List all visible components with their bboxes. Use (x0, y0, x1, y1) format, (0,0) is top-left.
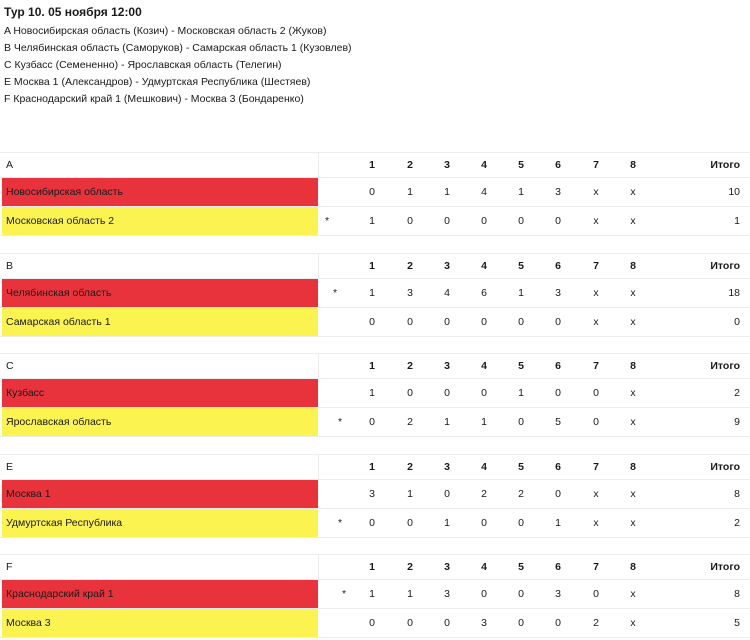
score-cell: x (593, 287, 599, 299)
score-cell: 1 (444, 416, 450, 428)
score-cell: 1 (407, 186, 413, 198)
score-cell: x (593, 316, 599, 328)
score-cell: 0 (444, 316, 450, 328)
score-cell: 0 (369, 416, 375, 428)
group-label: B (6, 260, 14, 272)
group-table (0, 554, 750, 634)
round-header: 2 (407, 260, 413, 272)
score-cell: 1 (369, 588, 375, 600)
team-name: Краснодарский край 1 (2, 580, 318, 608)
total-header: Итого (710, 159, 740, 171)
score-cell: 0 (481, 387, 487, 399)
score-cell: 0 (518, 517, 524, 529)
group-table (0, 454, 750, 534)
round-header: 3 (444, 260, 450, 272)
tour-header (4, 4, 744, 108)
score-cell: x (630, 387, 636, 399)
score-cell: 1 (369, 287, 375, 299)
team-row (0, 408, 750, 437)
round-header: 2 (407, 461, 413, 473)
score-cell: 1 (407, 488, 413, 500)
round-header: 7 (593, 260, 599, 272)
score-cell: 4 (481, 186, 487, 198)
score-cell: 3 (481, 617, 487, 629)
team-name: Москва 1 (2, 480, 318, 508)
pairing-line: F Краснодарский край 1 (Мешкович) - Москва 3 (Бондаренко) (4, 93, 304, 105)
score-cell: 0 (518, 215, 524, 227)
total-cell: 2 (734, 517, 740, 529)
score-cell: 1 (518, 186, 524, 198)
first-move-marker: * (337, 416, 343, 428)
score-cell: 0 (407, 517, 413, 529)
score-cell: 0 (518, 316, 524, 328)
round-header: 5 (518, 461, 524, 473)
score-cell: 0 (481, 215, 487, 227)
score-cell: x (593, 186, 599, 198)
round-header: 8 (630, 360, 636, 372)
pairing-line: C Кузбасс (Семененно) - Ярославская область (Телегин) (4, 59, 282, 71)
score-cell: 3 (555, 588, 561, 600)
score-cell: x (593, 215, 599, 227)
first-move-marker (321, 178, 333, 206)
team-row (0, 580, 750, 609)
first-move-marker: * (324, 215, 330, 227)
score-cell: 0 (444, 488, 450, 500)
round-header: 3 (444, 461, 450, 473)
round-header: 5 (518, 360, 524, 372)
team-name: Москва 3 (2, 609, 318, 637)
pairing-line: E Москва 1 (Александров) - Удмуртская Республика (Шестяев) (4, 76, 311, 88)
score-cell: 1 (481, 416, 487, 428)
score-cell: x (630, 316, 636, 328)
group-header-row (0, 554, 750, 580)
group-label: E (6, 461, 14, 473)
group-header-row (0, 253, 750, 279)
score-cell: 4 (444, 287, 450, 299)
round-header: 4 (481, 260, 487, 272)
score-cell: 0 (369, 186, 375, 198)
total-cell: 2 (734, 387, 740, 399)
score-cell: 1 (407, 588, 413, 600)
group-header-row (0, 353, 750, 379)
group-label: A (6, 159, 14, 171)
score-cell: 0 (444, 617, 450, 629)
score-cell: x (630, 416, 636, 428)
score-cell: 1 (369, 215, 375, 227)
score-cell: 0 (518, 617, 524, 629)
group-label: C (6, 360, 14, 372)
score-cell: x (630, 186, 636, 198)
total-cell: 1 (734, 215, 740, 227)
score-cell: 2 (407, 416, 413, 428)
round-header: 6 (555, 561, 561, 573)
round-header: 4 (481, 360, 487, 372)
score-cell: 0 (555, 316, 561, 328)
tour-title: Тур 10. 05 ноября 12:00 (4, 5, 142, 19)
score-cell: 0 (481, 316, 487, 328)
round-header: 6 (555, 360, 561, 372)
score-cell: 1 (444, 517, 450, 529)
total-cell: 8 (734, 588, 740, 600)
team-name: Новосибирская область (2, 178, 318, 206)
score-cell: 0 (407, 215, 413, 227)
round-header: 7 (593, 360, 599, 372)
first-move-marker: * (332, 287, 338, 299)
score-cell: x (593, 517, 599, 529)
round-header: 2 (407, 561, 413, 573)
round-header: 1 (369, 260, 375, 272)
round-header: 4 (481, 561, 487, 573)
round-header: 7 (593, 561, 599, 573)
pairing-line: A Новосибирская область (Козич) - Московская область 2 (Жуков) (4, 25, 327, 37)
round-header: 6 (555, 260, 561, 272)
score-cell: 3 (555, 287, 561, 299)
score-cell: x (630, 617, 636, 629)
round-header: 8 (630, 159, 636, 171)
team-name: Московская область 2 (2, 207, 318, 235)
score-cell: 0 (593, 588, 599, 600)
pairing-line: B Челябинская область (Саморуков) - Самарская область 1 (Кузовлев) (4, 42, 352, 54)
total-cell: 0 (734, 316, 740, 328)
first-move-marker: * (337, 517, 343, 529)
first-move-marker (334, 379, 346, 407)
total-cell: 18 (728, 287, 740, 299)
round-header: 2 (407, 360, 413, 372)
total-header: Итого (710, 360, 740, 372)
team-row (0, 379, 750, 408)
score-cell: 1 (518, 387, 524, 399)
round-header: 8 (630, 260, 636, 272)
score-cell: 0 (369, 617, 375, 629)
round-header: 4 (481, 461, 487, 473)
team-row (0, 308, 750, 337)
team-row (0, 178, 750, 207)
score-cell: x (630, 488, 636, 500)
score-cell: 0 (369, 517, 375, 529)
score-cell: 0 (444, 387, 450, 399)
round-header: 7 (593, 461, 599, 473)
round-header: 6 (555, 159, 561, 171)
group-table (0, 353, 750, 433)
round-header: 1 (369, 461, 375, 473)
team-name: Челябинская область (2, 279, 318, 307)
total-header: Итого (710, 561, 740, 573)
first-move-marker: * (341, 588, 347, 600)
round-header: 7 (593, 159, 599, 171)
first-move-marker (329, 308, 341, 336)
round-header: 3 (444, 159, 450, 171)
score-cell: 0 (369, 316, 375, 328)
round-header: 4 (481, 159, 487, 171)
team-name: Ярославская область (2, 408, 318, 436)
total-header: Итого (710, 260, 740, 272)
round-header: 6 (555, 461, 561, 473)
score-cell: x (630, 215, 636, 227)
score-cell: 0 (407, 387, 413, 399)
score-cell: 0 (555, 617, 561, 629)
total-cell: 9 (734, 416, 740, 428)
team-row (0, 609, 750, 638)
score-cell: 6 (481, 287, 487, 299)
score-cell: 1 (518, 287, 524, 299)
score-cell: 3 (407, 287, 413, 299)
score-cell: 0 (555, 387, 561, 399)
score-cell: x (593, 488, 599, 500)
round-header: 5 (518, 561, 524, 573)
first-move-marker (338, 609, 350, 637)
score-cell: 3 (555, 186, 561, 198)
score-cell: x (630, 588, 636, 600)
team-name: Самарская область 1 (2, 308, 318, 336)
score-cell: 0 (407, 316, 413, 328)
round-header: 1 (369, 561, 375, 573)
score-cell: 0 (593, 416, 599, 428)
team-row (0, 480, 750, 509)
total-cell: 5 (734, 617, 740, 629)
score-cell: 0 (481, 588, 487, 600)
total-cell: 8 (734, 488, 740, 500)
round-header: 2 (407, 159, 413, 171)
round-header: 3 (444, 360, 450, 372)
round-header: 1 (369, 360, 375, 372)
team-row (0, 207, 750, 236)
score-cell: 0 (555, 488, 561, 500)
first-move-marker (334, 480, 346, 508)
group-header-row (0, 152, 750, 178)
score-cell: 0 (518, 416, 524, 428)
group-table (0, 152, 750, 232)
group-label: F (6, 561, 13, 573)
score-cell: x (630, 517, 636, 529)
team-row (0, 509, 750, 538)
score-cell: 1 (444, 186, 450, 198)
round-header: 8 (630, 461, 636, 473)
team-name: Удмуртская Республика (2, 509, 318, 537)
score-cell: 2 (481, 488, 487, 500)
score-cell: 0 (593, 387, 599, 399)
score-cell: 0 (444, 215, 450, 227)
score-cell: 3 (369, 488, 375, 500)
team-row (0, 279, 750, 308)
team-name: Кузбасс (2, 379, 318, 407)
score-cell: 2 (518, 488, 524, 500)
score-cell: 5 (555, 416, 561, 428)
total-header: Итого (710, 461, 740, 473)
score-cell: 0 (481, 517, 487, 529)
group-header-row (0, 454, 750, 480)
score-cell: 1 (555, 517, 561, 529)
score-cell: 0 (518, 588, 524, 600)
round-header: 8 (630, 561, 636, 573)
score-cell: 3 (444, 588, 450, 600)
score-cell: 2 (593, 617, 599, 629)
score-cell: x (630, 287, 636, 299)
round-header: 1 (369, 159, 375, 171)
round-header: 5 (518, 260, 524, 272)
total-cell: 10 (728, 186, 740, 198)
score-cell: 0 (555, 215, 561, 227)
round-header: 5 (518, 159, 524, 171)
score-cell: 0 (407, 617, 413, 629)
group-table (0, 253, 750, 333)
round-header: 3 (444, 561, 450, 573)
score-cell: 1 (369, 387, 375, 399)
